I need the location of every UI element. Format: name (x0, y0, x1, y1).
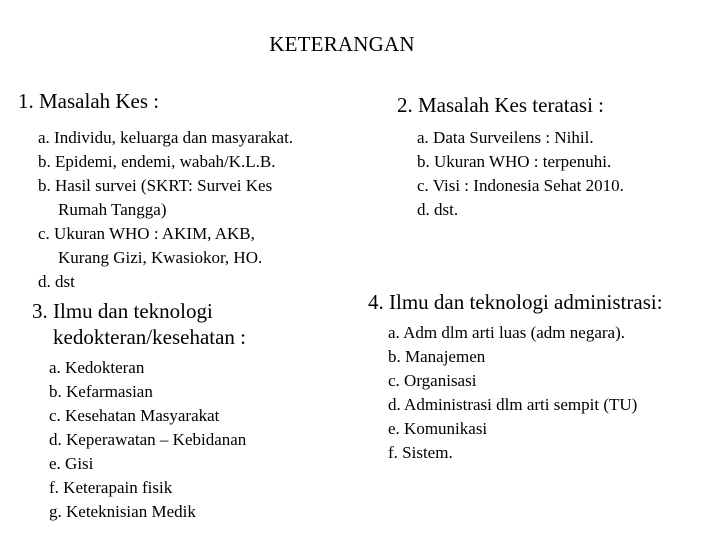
list-item: f. Keterapain fisik (49, 478, 173, 497)
list-item: d. dst (38, 272, 75, 291)
page-title: KETERANGAN (269, 32, 415, 56)
list-item: b. Hasil survei (SKRT: Survei Kes (38, 176, 273, 195)
list-item: c. Organisasi (388, 371, 477, 390)
list-item: b. Ukuran WHO : terpenuhi. (417, 152, 612, 171)
section-masalah-kes (18, 88, 293, 294)
section-heading: 4. Ilmu dan teknologi administrasi: (368, 290, 663, 314)
list-item: b. Kefarmasian (49, 382, 153, 401)
list-item: g. Keteknisian Medik (49, 502, 196, 521)
list-item-continuation: Rumah Tangga) (58, 200, 167, 219)
list-item: c. Kesehatan Masyarakat (49, 406, 220, 425)
list-item: b. Epidemi, endemi, wabah/K.L.B. (38, 152, 276, 171)
list-item: b. Manajemen (388, 347, 486, 366)
section-ilmu-teknologi-kedokteran (32, 298, 246, 524)
list-item: a. Data Surveilens : Nihil. (417, 128, 594, 147)
list-item: c. Ukuran WHO : AKIM, AKB, (38, 224, 255, 243)
section-heading: 1. Masalah Kes : (18, 89, 160, 113)
list-item: d. Keperawatan – Kebidanan (49, 430, 247, 449)
item-list (368, 321, 663, 465)
list-item: d. dst. (417, 200, 459, 219)
list-item: a. Individu, keluarga dan masyarakat. (38, 128, 294, 147)
item-list (18, 126, 293, 294)
section-ilmu-teknologi-administrasi (368, 289, 663, 465)
list-item: e. Gisi (49, 454, 94, 473)
section-heading-continuation: kedokteran/kesehatan : (53, 325, 246, 349)
section-masalah-kes-teratasi (397, 92, 624, 222)
list-item: a. Adm dlm arti luas (adm negara). (388, 323, 625, 342)
item-list (32, 356, 246, 524)
list-item: d. Administrasi dlm arti sempit (TU) (388, 395, 638, 414)
list-item: f. Sistem. (388, 443, 453, 462)
section-heading: 3. Ilmu dan teknologi (32, 299, 213, 323)
list-item: c. Visi : Indonesia Sehat 2010. (417, 176, 624, 195)
list-item: a. Kedokteran (49, 358, 145, 377)
item-list (397, 126, 624, 222)
list-item: e. Komunikasi (388, 419, 488, 438)
section-heading: 2. Masalah Kes teratasi : (397, 93, 605, 117)
list-item-continuation: Kurang Gizi, Kwasiokor, HO. (58, 248, 263, 267)
